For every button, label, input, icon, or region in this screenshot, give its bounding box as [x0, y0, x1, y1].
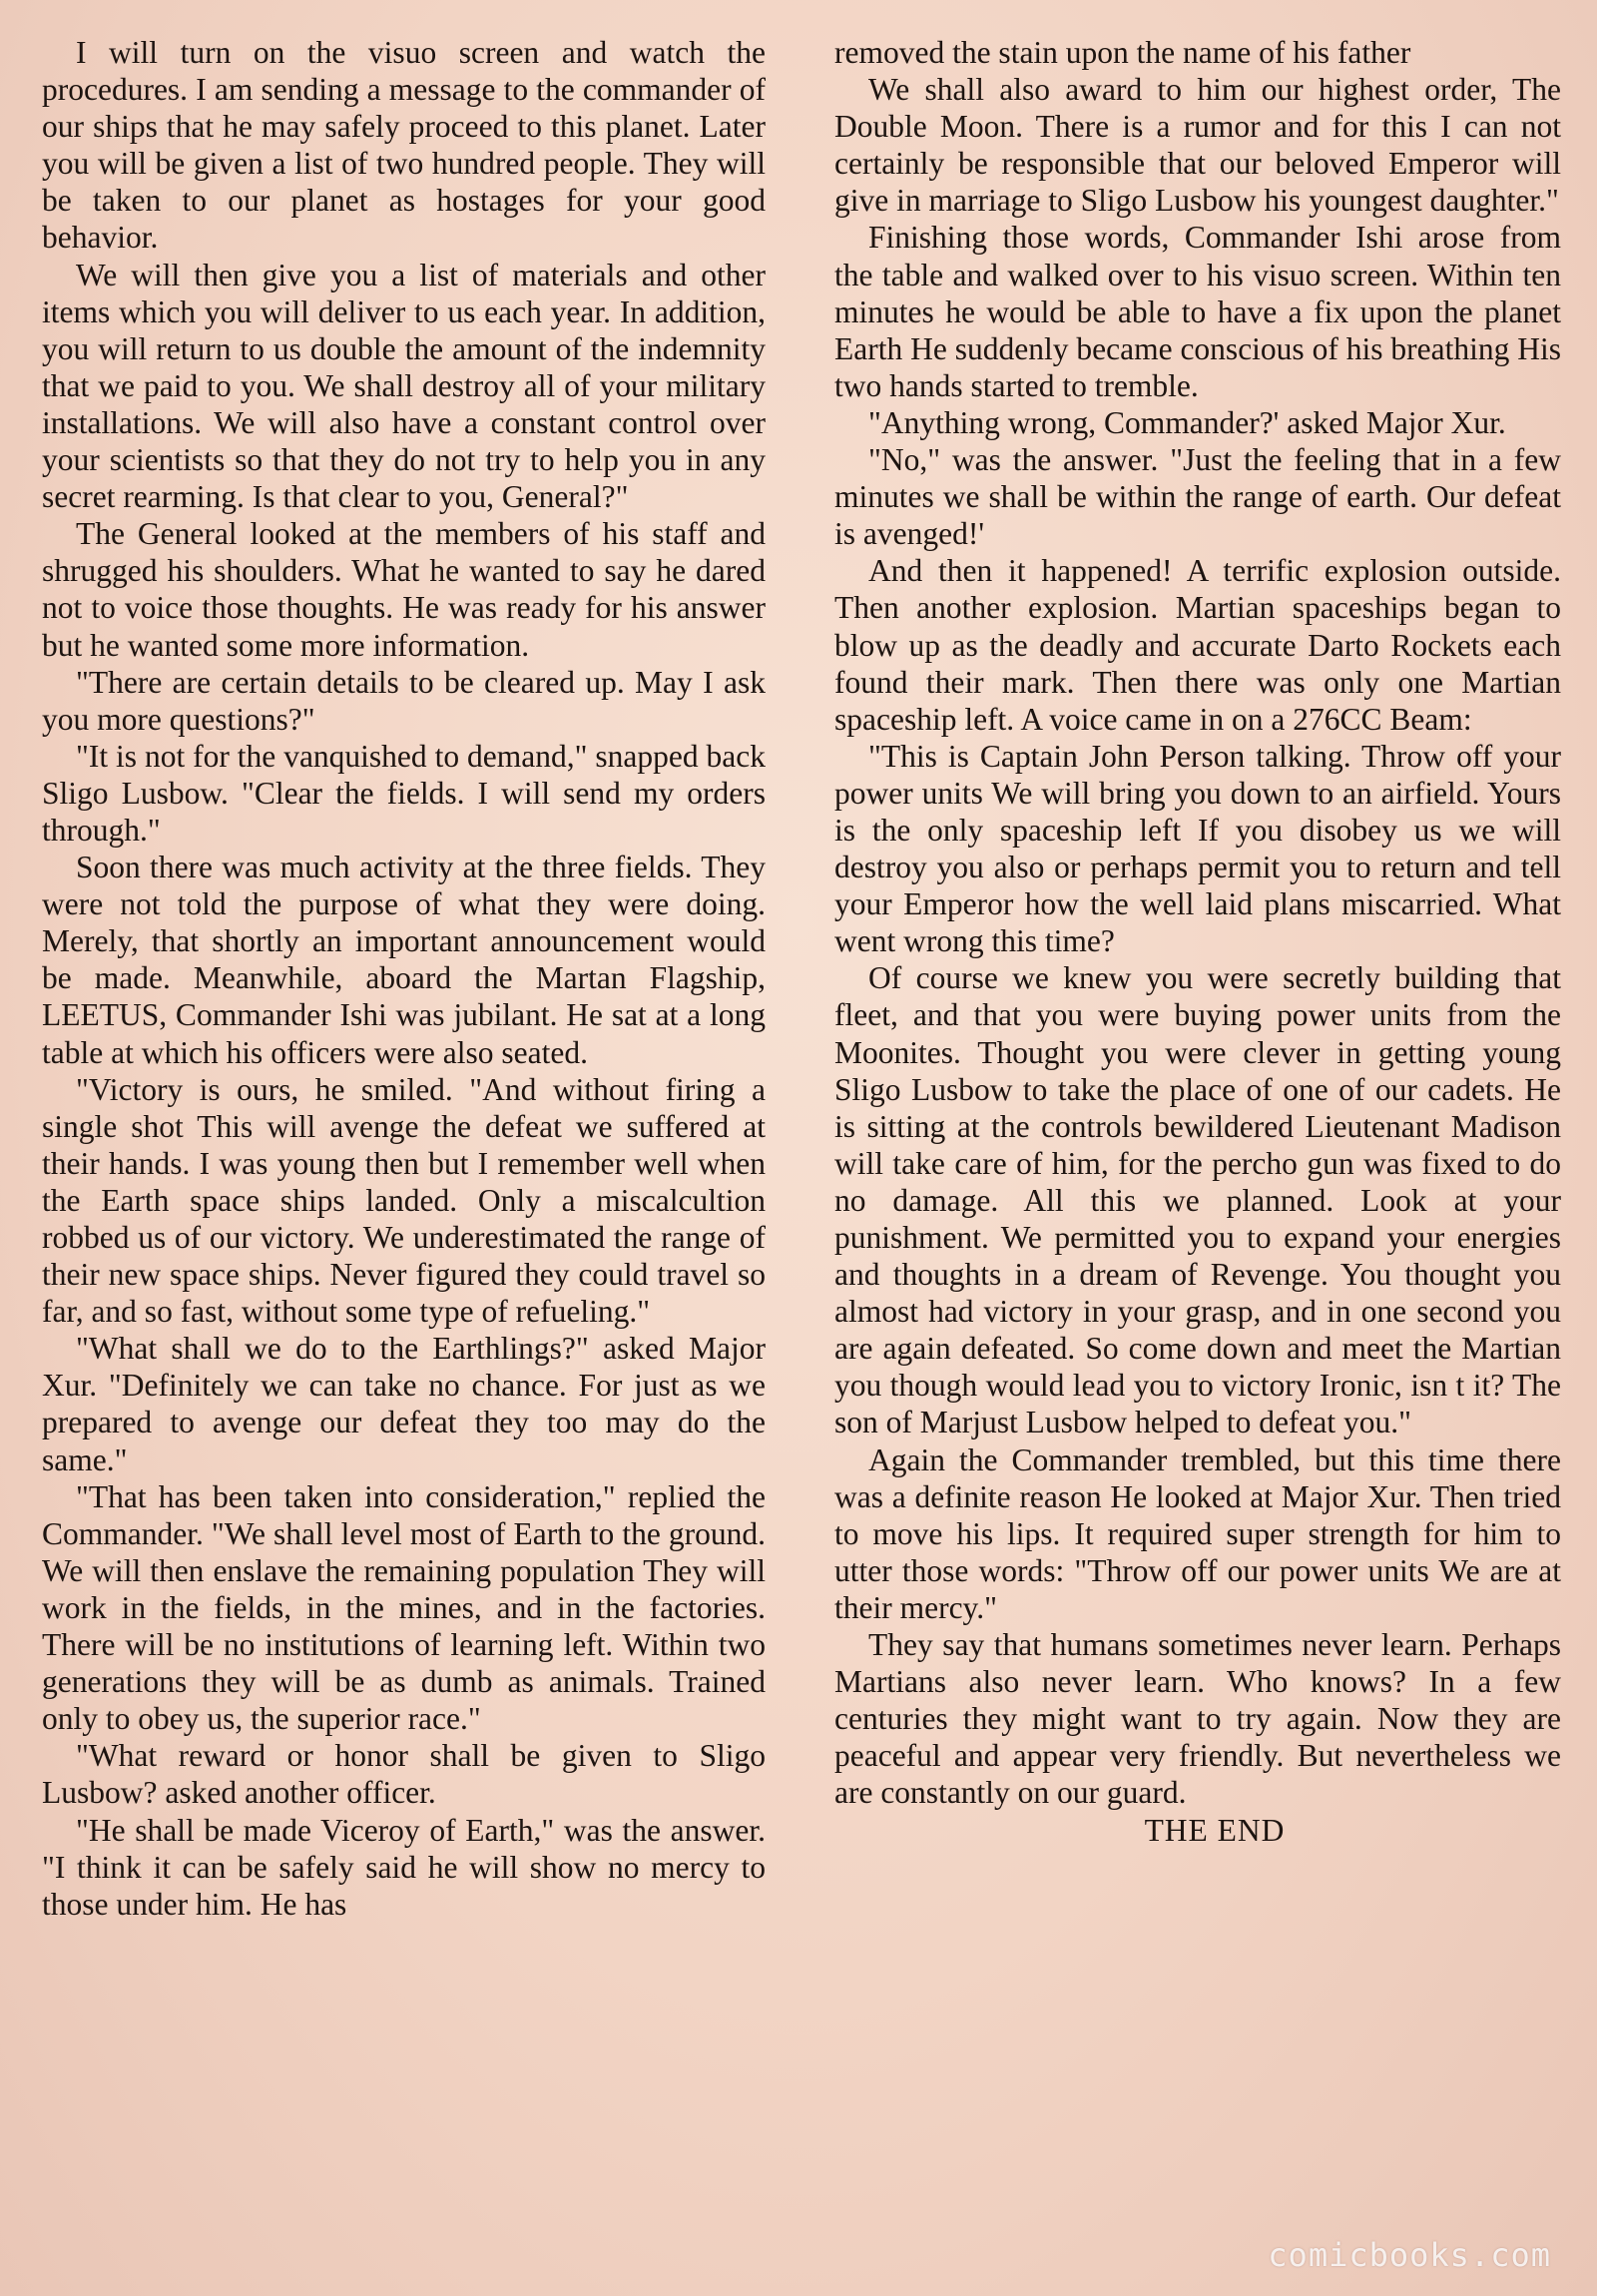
- paragraph: "There are certain details to be cleared up. May I ask you more questions?": [42, 664, 766, 737]
- paragraph: Finishing those words, Commander Ishi arose from the table and walked over to his visuo screen. Within ten minutes he would be able to have a fix upon the planet Earth He suddenly became conscious of his breathing His two hands started to tremble.: [834, 220, 1561, 403]
- paragraph: "He shall be made Viceroy of Earth," was the answer. "I think it can be safely said he will show no mercy to those under him. He has: [42, 1812, 766, 1922]
- paragraph: They say that humans sometimes never learn. Perhaps Martians also never learn. Who knows? In a few centuries they might want to try again. Now they are peaceful and appear very friendly. But nevertheless we are constantly on our guard.: [834, 1627, 1561, 1811]
- paragraph: "It is not for the vanquished to demand," snapped back Sligo Lusbow. "Clear the fields. I will send my orders through.": [42, 738, 766, 848]
- site-watermark: comicbooks.com: [1268, 2236, 1551, 2274]
- paragraph: And then it happened! A terrific explosion outside. Then another explosion. Martian spaceships began to blow up as the deadly and accurate Darto Rockets each found their mark. Then there was only one Martian spaceship left. A voice came in on a 276CC Beam:: [834, 553, 1561, 737]
- right-text-column: [834, 34, 1561, 1849]
- the-end-label: THE END: [1144, 1812, 1286, 1848]
- paragraph: "This is Captain John Person talking. Throw off your power units We will bring you down to an airfield. Yours is the only spaceship left If you disobey us we will destroy you also or perhaps permit you to return and tell your Emperor how the well laid plans miscarried. What went wrong this time?: [834, 738, 1561, 959]
- paragraph: removed the stain upon the name of his father: [834, 35, 1411, 70]
- paragraph: "No," was the answer. "Just the feeling that in a few minutes we shall be within the range of earth. Our defeat is avenged!': [834, 442, 1561, 552]
- paragraph: Soon there was much activity at the three fields. They were not told the purpose of what they were doing. Merely, that shortly an important announcement would be made. Meanwhile, aboard the Martan Flagship, LEETUS, Commander Ishi was jubilant. He sat at a long table at which his officers were also seated.: [42, 850, 766, 1070]
- paragraph: Again the Commander trembled, but this time there was a definite reason He looked at Major Xur. Then tried to move his lips. It required super strength for him to utter those words: "Throw off our power units We are at their mercy.": [834, 1441, 1561, 1625]
- paragraph: "What reward or honor shall be given to Sligo Lusbow? asked another officer.: [42, 1738, 766, 1811]
- paragraph: I will turn on the visuo screen and watch the procedures. I am sending a message to the commander of our ships that he may safely proceed to this planet. Later you will be given a list of two hundred people. They will be taken to our planet as hostages for your good behavior.: [42, 35, 766, 256]
- paragraph: Of course we knew you were secretly building that fleet, and that you were buying power units from the Moonites. Thought you were clever in getting young Sligo Lusbow to take the place of one of our cadets. He is sitting at the controls bewildered Lieutenant Madison will take care of him, for the percho gun was fixed to do no damage. All this we planned. Look at your punishment. We permitted you to expand your energies and thoughts in a dream of Revenge. You thought you almost had victory in your grasp, and in one second you are again defeated. So come down and meet the Martian you though would lead you to victory Ironic, isn t it? The son of Marjust Lusbow helped to defeat you.": [834, 960, 1561, 1440]
- paragraph: "That has been taken into consideration," replied the Commander. "We shall level most of Earth to the ground. We will then enslave the remaining population They will work in the fields, in the mines, and in the factories. There will be no institutions of learning left. Within two generations they will be as dumb as animals. Trained only to obey us, the superior race.": [42, 1478, 766, 1737]
- paragraph: The General looked at the members of his staff and shrugged his shoulders. What he wanted to say he dared not to voice those thoughts. He was ready for his answer but he wanted some more information.: [42, 516, 766, 663]
- left-text-column: [42, 34, 766, 1923]
- paragraph: We shall also award to him our highest order, The Double Moon. There is a rumor and for this I can not certainly be responsible that our beloved Emperor will give in marriage to Sligo Lusbow his youngest daughter.": [834, 72, 1561, 219]
- paragraph: "Victory is ours, he smiled. "And without firing a single shot This will avenge the defeat we suffered at their hands. I was young then but I remember well when the Earth space ships landed. Only a miscalcultion robbed us of our victory. We underestimated the range of their new space ships. Never figured they could travel so far, and so fast, without some type of refueling.": [42, 1071, 766, 1330]
- paragraph: We will then give you a list of materials and other items which you will deliver to us each year. In addition, you will return to us double the amount of the indemnity that we paid to you. We shall destroy all of your military installations. We will also have a constant control over your scientists so that they do not try to help you in any secret rearming. Is that clear to you, General?": [42, 257, 766, 515]
- paragraph: "What shall we do to the Earthlings?" asked Major Xur. "Definitely we can take no chance. For just as we prepared to avenge our defeat they too may do the same.": [42, 1331, 766, 1477]
- paragraph: "Anything wrong, Commander?' asked Major Xur.: [868, 404, 1506, 440]
